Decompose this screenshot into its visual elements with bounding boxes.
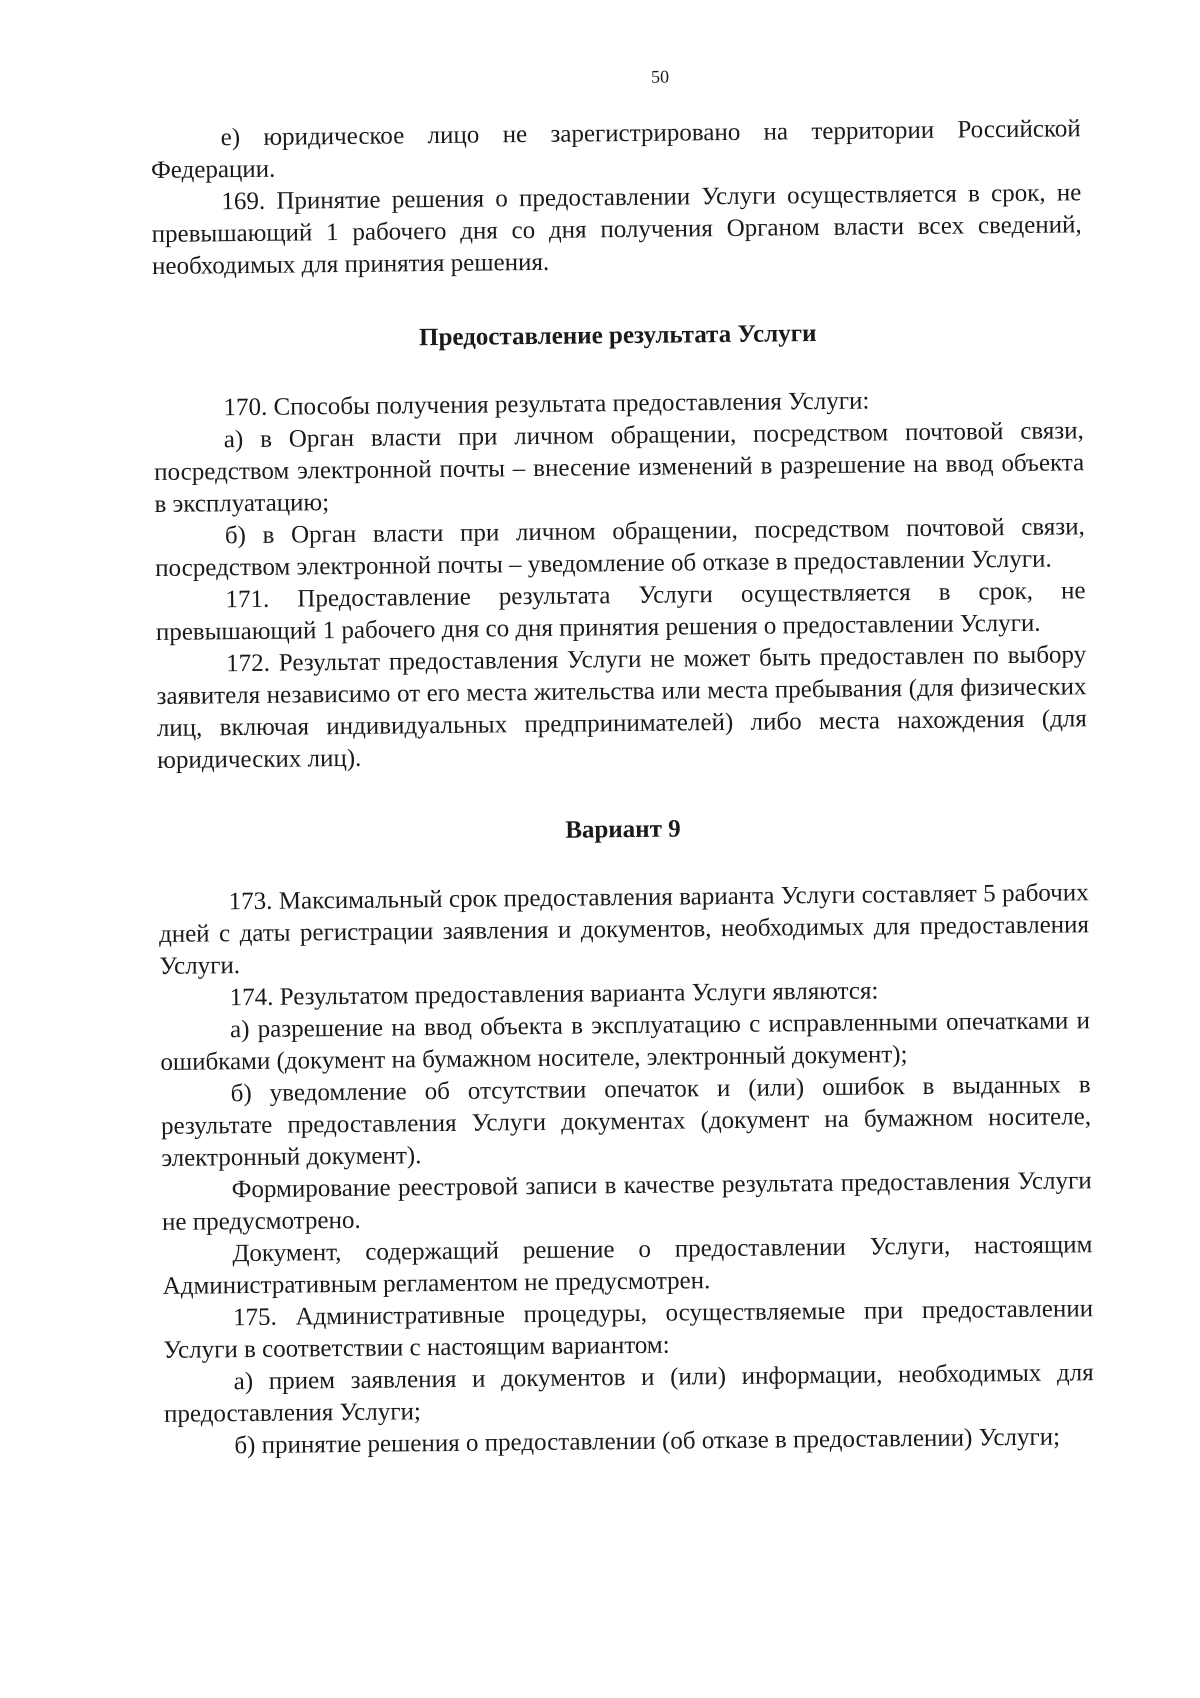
section-heading-variant-9: Вариант 9 [565, 815, 681, 844]
paragraph-175-a: а) прием заявления и документов и (или) информации, необходимых для предоставления Услуги; [163, 1359, 1094, 1428]
paragraph-174: 174. Результатом предоставления варианта Услуги являются: [229, 977, 879, 1012]
section-heading-result: Предоставление результата Услуги [418, 320, 817, 352]
paragraph-registry-record: Формирование реестровой записи в качестве результата предоставления Услуги не предусмотрено. [161, 1167, 1092, 1236]
document-page [150, 62, 1095, 1463]
paragraph-175: 175. Административные процедуры, осуществляемые при предоставлении Услуги в соответствии с настоящим вариантом: [163, 1295, 1094, 1364]
paragraph-174-a: а) разрешение на ввод объекта в эксплуатацию с исправленными опечатками и ошибками (документ на бумажном носителе, электронный документ); [160, 1007, 1091, 1076]
paragraph-172: 172. Результат предоставления Услуги не может быть предоставлен по выбору заявителя независимо от его места жительства или места пребывания (для физических лиц, включая индивидуальных предпринимателей) либо места нахождения (для юридических лиц). [156, 641, 1087, 774]
paragraph-175-b: б) принятие решения о предоставлении (об отказе в предоставлении) Услуги; [234, 1423, 1061, 1460]
paragraph-173: 173. Максимальный срок предоставления варианта Услуги составляет 5 рабочих дней с даты регистрации заявления и документов, необходимых для предоставления Услуги. [158, 879, 1090, 980]
paragraph-e-legal-entity: е) юридическое лицо не зарегистрировано на территории Российской Федерации. [150, 115, 1081, 184]
paragraph-169: 169. Принятие решения о предоставлении Услуги осуществляется в срок, не превышающий 1 рабочего дня со дня получения Органом власти всех сведений, необходимых для принятия решения. [151, 179, 1082, 280]
paragraph-170-b: б) в Орган власти при личном обращении, посредством почтовой связи, посредством электронной почты – уведомление об отказе в предоставлении Услуги. [155, 513, 1085, 582]
paragraph-decision-document: Документ, содержащий решение о предоставлении Услуги, настоящим Административным регламентом не предусмотрен. [162, 1231, 1093, 1300]
paragraph-170-a: а) в Орган власти при личном обращении, посредством почтовой связи, посредством электронной почты – внесение изменений в разрешение на ввод объекта в эксплуатацию; [154, 417, 1085, 518]
paragraph-171: 171. Предоставление результата Услуги осуществляется в срок, не превышающий 1 рабочего дня со дня принятия решения о предоставлении Услуги. [155, 577, 1086, 646]
page-number: 50 [650, 66, 670, 87]
paragraph-174-b: б) уведомление об отсутствии опечаток и (или) ошибок в выданных в результате предоставления Услуги документах (документ на бумажном носителе, электронный документ). [160, 1071, 1092, 1172]
paragraph-170: 170. Способы получения результата предоставления Услуги: [223, 387, 870, 422]
